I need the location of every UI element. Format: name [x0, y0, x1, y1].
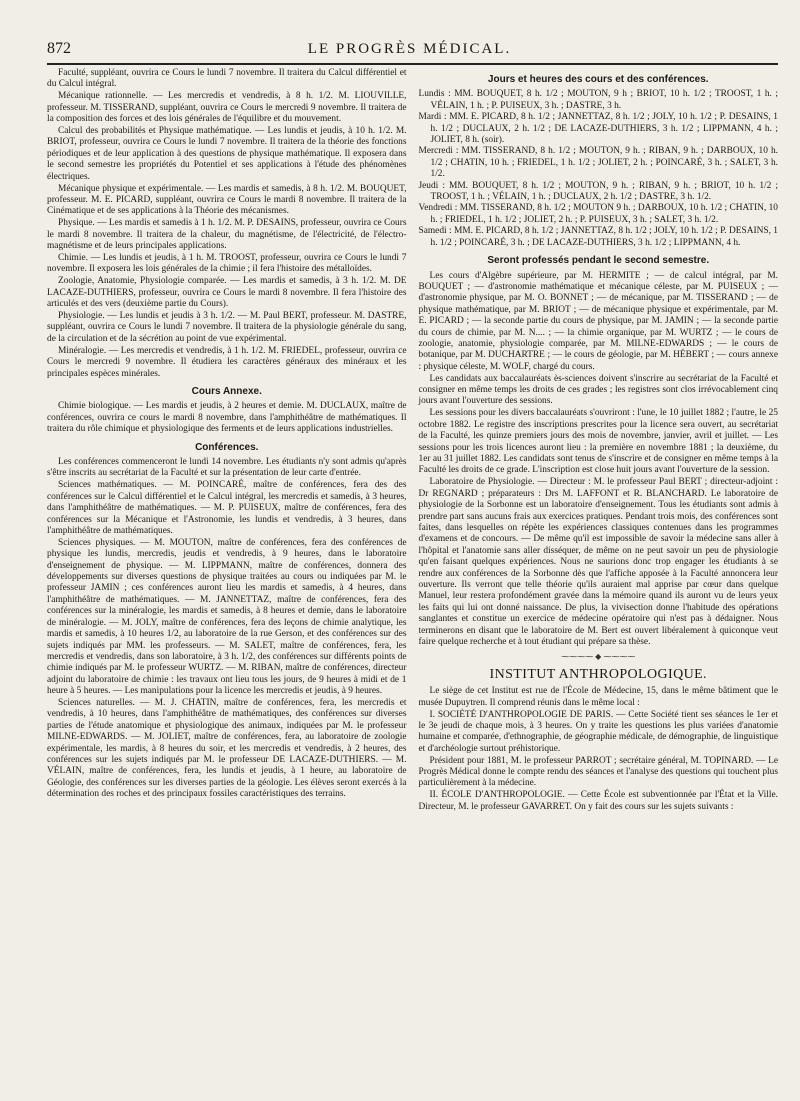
- right-section-heading: Seront professés pendant le second semestre.: [487, 255, 710, 267]
- running-title: LE PROGRÈS MÉDICAL.: [307, 41, 512, 57]
- page-header: [47, 40, 778, 60]
- left-paragraph: Physique. — Les mardis et samedis à 1 h. 1/2. M. P. DESAINS, professeur, ouvrira ce Cours le mardi 8 novembre. Il traitera de la chaleur, du magnétisme, de l'électricité, de l'électro-magnétisme et de leurs principales applications.: [47, 218, 407, 252]
- left-paragraph: Les conférences commenceront le lundi 14 novembre. Les étudiants n'y sont admis qu'après s'être inscrits au secrétariat de la Faculté et sur la présentation de leur carte d'entrée.: [47, 457, 407, 479]
- columns: [47, 68, 778, 814]
- left-section-heading: Cours Annexe.: [191, 385, 262, 397]
- right-section-heading: Jours et heures des cours et des conférences.: [487, 74, 709, 85]
- left-paragraph: Sciences physiques. — M. MOUTON, maître de conférences, fera des conférences de physique les lundis, mercredis, jeudis et vendredis, à 9 heures, dans le laboratoire d'enseignement de physique. — M. LIPPMANN, maître de conférences, donnera des développements sur diverses questions de physique traitées au cours ou indiquées par M. le professeur JAMIN ; ces conférences auront lieu les mardis et samedis, à 4 heures, dans l'amphithéâtre de mathématiques. — M. JANNETTAZ, maître de conférences, fera des conférences sur la minéralogie, les mardis et samedis, à 8 heures et demie, dans le laboratoire de minéralogie. — M. JOLY, maître de conférences, fera des leçons de chimie analytique, les mardis et samedis, à 10 heures 1/2, au laboratoire de la rue Gerson, et des conférences sur des sujets indiqués par MM. les professeurs. — M. SALET, maître de conférences, fera, les mercredis et vendredis, dans son laboratoire, à 3 h. 1/2, des conférences sur différents points de chimie indiqués par M. le professeur WURTZ. — M. RIBAN, maître de conférences, directeur adjoint du laboratoire de chimie : les travaux ont lieu tous les jours, de 9 heures à midi et de 1 heure à 5 heures. — Les manipulations pour la licence les mercredis et jeudis, à 9 heures.: [47, 537, 407, 697]
- left-paragraph: Calcul des probabilités et Physique mathématique. — Les lundis et jeudis, à 10 h. 1/2. M. BRIOT, professeur, ouvrira ce Cours le lundi 7 novembre. Il traitera de la théorie des fonctions périodiques et de leur application à des questions de physique mathématique. Il exposera dans le second semestre les propriétés du Potentiel et ses applications à l'étude des phénomènes électriques.: [47, 126, 407, 182]
- right-paragraph: Président pour 1881, M. le professeur PARROT ; secrétaire général, M. TOPINARD. — Le Progrès Médical donne le compte rendu des séances et l'analyse des questions qui touchent plus particulièrement à la médecine.: [418, 755, 778, 789]
- left-paragraph: Zoologie, Anatomie, Physiologie comparée. — Les mardis et samedis, à 3 h. 1/2. M. DE LACAZE-DUTHIERS, professeur, ouvrira ce Cours le mardi 8 novembre. Il fera l'histoire des articulés et des vers (deuxième partie du Cours).: [47, 276, 407, 310]
- left-paragraph: Physiologie. — Les lundis et jeudis à 3 h. 1/2. — M. Paul BERT, professeur. M. DASTRE, suppléant, ouvrira ce Cours le lundi 7 novembre. Il traitera de la physiologie générale du sang, de la circulation et de la sécrétion au point de vue expérimental.: [47, 311, 407, 344]
- left-paragraph: Mécanique physique et expérimentale. — Les mardis et samedis, à 8 h. 1/2. M. BOUQUET, professeur. M. E. PICARD, suppléant, ouvrira ce Cours le mardi 8 novembre. Il traitera de la Cinématique et de ses applications à la Théorie des mécanismes.: [47, 183, 407, 217]
- right-paragraph: I. SOCIÉTÉ D'ANTHROPOLOGIE DE PARIS. — Cette Société tient ses séances le 1er et le 3e jeudi de chaque mois, à 3 heures. On y traite les questions les plus variées d'anatomie humaine et comparée, d'ethnographie, de géographie médicale, de démographie, de linguistique et d'archéologie surtout préhistorique.: [418, 709, 778, 754]
- left-paragraph: Sciences mathématiques. — M. POINCARÉ, maître de conférences, fera des des conférences sur le Calcul différentiel et le Calcul intégral, les mercredis et samedis, à 3 heures, dans l'amphithéâtre de mathématiques. — M. P. PUISEUX, maître de conférences, fera des conférences sur la Mécanique et l'Astronomie, les lundis et vendredis, à 3 heures, dans l'amphithéâtre de mathématiques.: [47, 480, 407, 536]
- left-paragraph: Faculté, suppléant, ouvrira ce Cours le lundi 7 novembre. Il traitera du Calcul différentiel et du Calcul intégral.: [47, 68, 407, 90]
- left-section-heading: Conférences.: [195, 441, 259, 453]
- left-paragraph: Chimie. — Les lundis et jeudis, à 1 h. M. TROOST, professeur, ouvrira ce Cours le lundi 7 novembre. Il exposera les lois générales de la chimie ; il fera l'histoire des métalloïdes.: [47, 253, 407, 275]
- left-paragraph: Minéralogie. — Les mercredis et vendredis, à 1 h. 1/2. M. FRIEDEL, professeur, ouvrira ce Cours le mercredi 9 novembre. Il étudiera les caractères généraux des minéraux et les principales espèces minérales.: [47, 345, 407, 379]
- right-paragraph: Les sessions pour les divers baccalauréats s'ouvriront : l'une, le 10 juillet 1882 ; l'autre, le 25 octobre 1882. Le registre des inscriptions prescrites pour la licence sera ouvert, au secrétariat de la Faculté, les quinze premiers jours des mois de novembre, janvier, avril et juillet. — Les sessions pour les trois licences auront lieu : la première en novembre 1881 ; la deuxième, du 1er au 31 juillet 1882. Les candidats sont tenus de s'inscrire et de consigner en même temps à la Faculté les droits de ce grade. L'inscription est close huit jours avant l'ouverture de la session.: [418, 408, 778, 476]
- left-paragraph: Sciences naturelles. — M. J. CHATIN, maître de conférences, fera, les mercredis et vendredis, à 10 heures, dans l'amphithéâtre de mathématiques, des conférences sur diverses parties de l'étude anatomique et physiologique des animaux, indiquées par M. le professeur MILNE-EDWARDS. — M. JOLIET, maître de conférences, fera, au laboratoire de zoologie expérimentale, les mardis, à 8 heures du soir, et les mercredis et vendredis, à 2 heures, des conférences sur les sujets indiqués par M. le professeur DE LACAZE-DUTHIERS. — M. VÉLAIN, maître de conférences, fera, les lundis et jeudis, à 1 heure, au laboratoire de Géologie, des conférences sur les diverses parties de la géologie. Les élèves seront exercés à la détermination des roches et des principaux fossiles caractéristiques des terrains.: [47, 698, 407, 800]
- right-paragraph: Les cours d'Algèbre supérieure, par M. HERMITE ; — de calcul intégral, par M. BOUQUET ; — d'astronomie mathématique et mécanique céleste, par M. PUISEUX ; — d'astronomie physique, par M. O. BONNET ; — de mécanique, par M. TISSERAND ; — de physique mathématique, par M. BRIOT ; — de mécanique physique et expérimentale, par M. E. PICARD ; — la seconde partie du cours de physique, par M. JAMIN ; — la seconde partie du cours de chimie, par M. N.... ; — la chimie organique, par M. WURTZ ; — le cours de zoologie, anatomie, physiologie comparée, par M. MILNE-EDWARDS ; — le cours de botanique, par M. DUCHARTRE ; — le cours de géologie, par M. HÉBERT ; — cours annexe : physique céleste, M. WOLF, chargé du cours.: [418, 270, 778, 372]
- left-paragraph: Chimie biologique. — Les mardis et jeudis, à 2 heures et demie. M. DUCLAUX, maître de conférences, ouvrira ce cours le mardi 8 novembre, dans l'amphithéâtre de mathématiques. Il traitera du rôle chimique et physiologique des ferments et de leurs applications industrielles.: [47, 401, 407, 435]
- right-schedule-entry: Vendredi : MM. TISSERAND, 8 h. 1/2 ; MOUTON 9 h. ; DARBOUX, 10 h. 1/2 ; CHATIN, 10 h. ; FRIEDEL, 1 h. 1/2 ; JOLIET, 2 h. ; P. PUISEUX, 3 h. ; SALET, 3 h. 1/2.: [418, 203, 778, 225]
- right-schedule-entry: Lundis : MM. BOUQUET, 8 h. 1/2 ; MOUTON, 9 h ; BRIOT, 10 h. 1/2 ; TROOST, 1 h. ; VÉLAIN, 1 h. ; P. PUISEUX, 3 h. ; DASTRE, 3 h.: [418, 89, 778, 111]
- left-paragraph: Mécanique rationnelle. — Les mercredis et vendredis, à 8 h. 1/2. M. LIOUVILLE, professeur. M. TISSERAND, suppléant, ouvrira ce Cours le mercredi 9 novembre. Il traitera de la composition des forces et des lois générales de l'équilibre et du mouvement.: [47, 91, 407, 125]
- header-rule: [47, 63, 778, 65]
- left-column: [47, 68, 407, 814]
- right-paragraph: Les candidats aux baccalauréats ès-sciences doivent s'inscrire au secrétariat de la Faculté et consigner en même temps les droits de ces grades ; les registres sont clos irrévocablement cinq jours avant l'ouverture des sessions.: [418, 373, 778, 407]
- right-paragraph: II. ÉCOLE D'ANTHROPOLOGIE. — Cette École est subventionnée par l'État et la Ville. Directeur, M. le professeur GAVARRET. On y fait des cours sur les sujets suivants :: [418, 790, 778, 812]
- right-schedule-entry: Mercredi : MM. TISSERAND, 8 h. 1/2 ; MOUTON, 9 h. ; RIBAN, 9 h. ; DARBOUX, 10 h. 1/2 ; CHATIN, 10 h. ; FRIEDEL, 1 h. 1/2 ; JOLIET, 2 h. ; POINCARÉ, 3 h. ; SALET, 3 h. 1/2.: [418, 146, 778, 180]
- right-schedule-entry: Jeudi : MM. BOUQUET, 8 h. 1/2 ; MOUTON, 9 h. ; RIBAN, 9 h. ; BRIOT, 10 h. 1/2 ; TROOST, 1 h. ; VÉLAIN, 1 h. ; DUCLAUX, 2 h. 1/2 ; DASTRE, 3 h. 1/2.: [418, 180, 778, 203]
- right-section-heading: INSTITUT ANTHROPOLOGIQUE.: [489, 666, 707, 682]
- right-ornament-divider: ⁓⁓⁓⁓ ◆ ⁓⁓⁓⁓: [561, 652, 636, 662]
- right-paragraph: Le siège de cet Institut est rue de l'École de Médecine, 15, dans le même bâtiment que le musée Dupuytren. Il comprend réunis dans le même local :: [418, 686, 778, 708]
- right-column: [419, 68, 779, 814]
- right-schedule-entry: Samedi : MM. E. PICARD, 8 h. 1/2 ; JANNETTAZ, 8 h. 1/2 ; JOLY, 10 h. 1/2 ; P. DESAINS, 1 h. 1/2 ; POINCARÉ, 3 h. ; DE LACAZE-DUTHIERS, 3 h. 1/2 ; LIPPMANN, 4 h.: [418, 226, 778, 248]
- right-schedule-entry: Mardi : MM. E. PICARD, 8 h. 1/2 ; JANNETTAZ, 8 h. 1/2 ; JOLY, 10 h. 1/2 ; P. DESAINS, 1 h. 1/2 ; DUCLAUX, 2 h. 1/2 ; DE LACAZE-DUTHIERS, 3 h. 1/2 ; LIPPMANN, 4 h. ; JOLIET, 8 h. (soir).: [418, 112, 778, 146]
- page-number: 872: [47, 40, 71, 57]
- right-paragraph: Laboratoire de Physiologie. — Directeur : M. le professeur Paul BERT ; directeur-adjoint : Dr REGNARD ; préparateurs : Drs M. LAFFONT et R. BLANCHARD. Le laboratoire de physiologie de la Sorbonne est un laboratoire d'enseignement. Tous les étudiants sont admis à prendre part sans aucuns frais aux exercices pratiques. Pendant trois mois, des conférences sont faites, dans lesquelles on répète les expériences classiques contenues dans les programmes d'examens et de concours. — De même qu'il est impossible de savoir la médecine sans aller à l'hôpital et l'anatomie sans aller disséquer, de même on ne peut savoir un peu de physiologie qu'en faisant quelques expériences. Nous ne saurions donc trop engager les étudiants à se rendre aux conférences de la Sorbonne dès que l'affiche apposée à la Faculté annoncera leur ouverture. Ils verront que telle théorie qu'ils auraient mal apprise par cœur dans quelque Manuel, leur restera profondément gravée dans la mémoire quand ils auront vu de leurs yeux les faits qui lui ont donné naissance. De plus, la vivisection donne l'habitude des opérations sanglantes et constitue un exercice de médecine opératoire qui n'est pas à dédaigner. Nous terminerons en disant que le laboratoire de M. Bert est ouvert libéralement à quiconque veut faire quelque recherche et à tout étudiant qui prépare sa thèse.: [418, 477, 778, 647]
